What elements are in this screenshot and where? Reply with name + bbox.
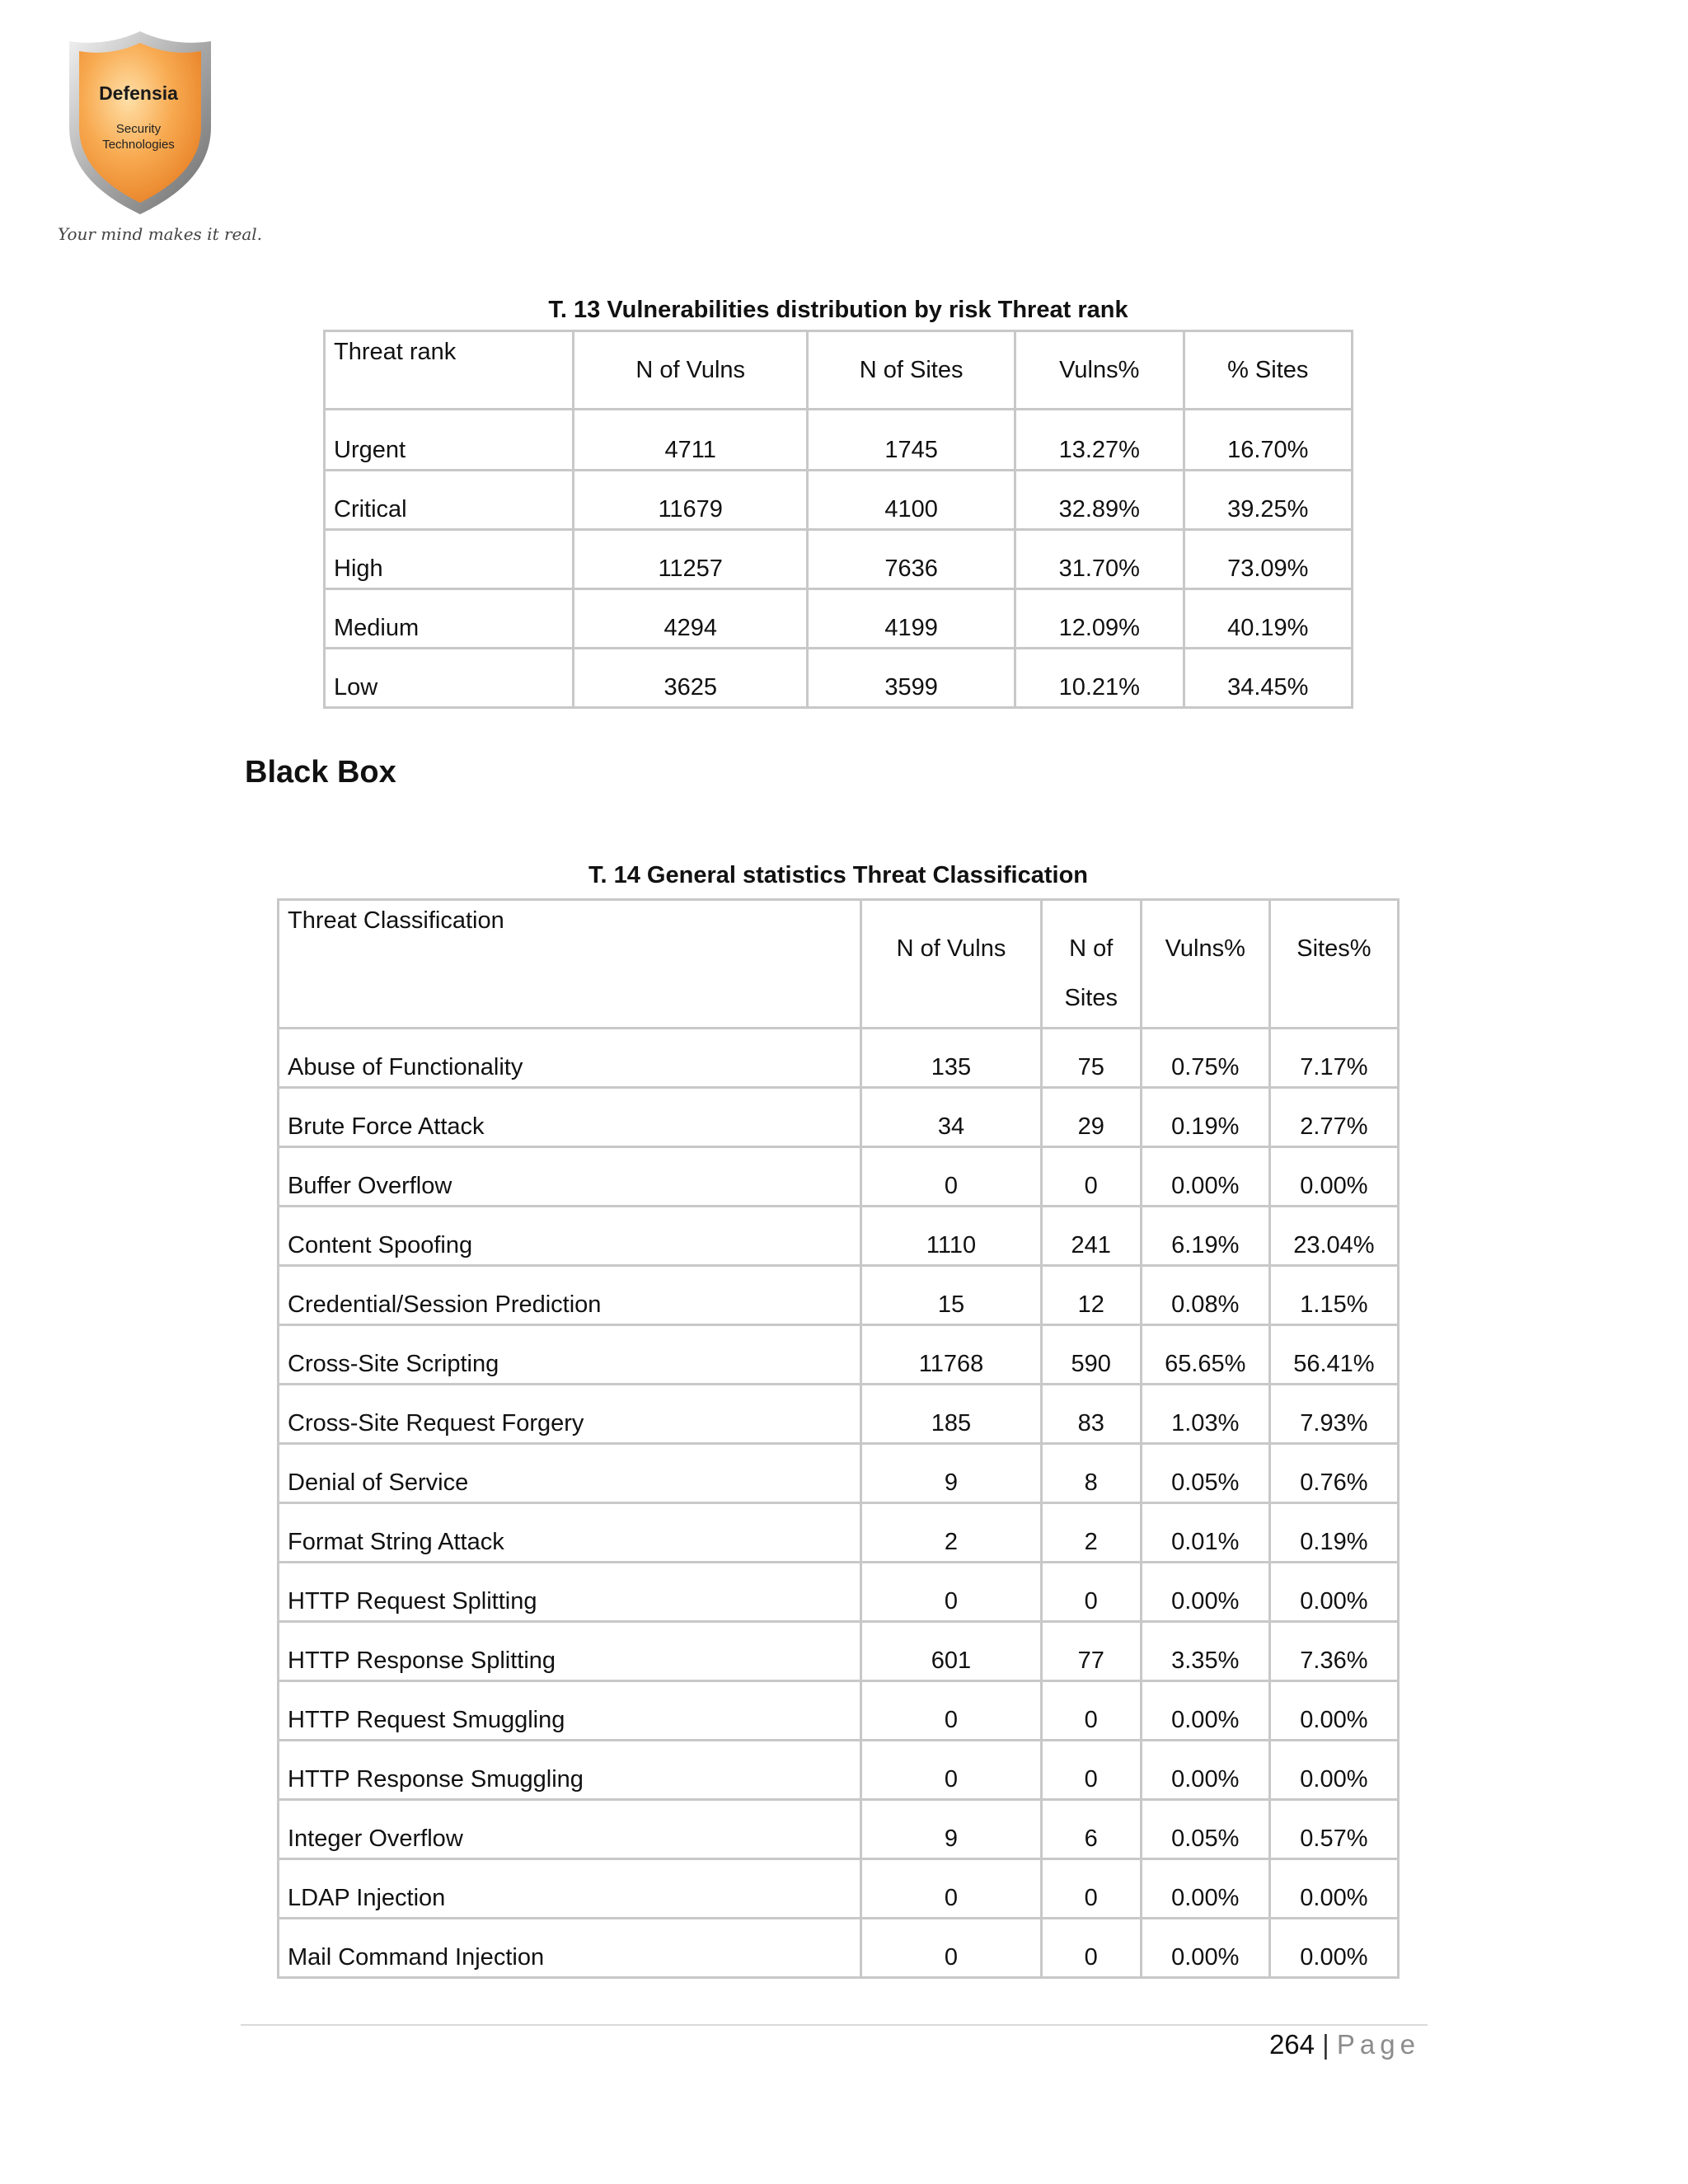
value-cell: 0.00% <box>1141 1147 1269 1207</box>
value-cell: 73.09% <box>1184 530 1353 589</box>
value-cell: 0.00% <box>1141 1681 1269 1741</box>
value-cell: 39.25% <box>1184 471 1353 530</box>
logo-subtitle-line1: Security <box>115 122 162 136</box>
row-label-cell: Credential/Session Prediction <box>279 1266 861 1325</box>
row-label-cell: HTTP Response Smuggling <box>279 1741 861 1800</box>
value-cell: 77 <box>1041 1622 1141 1681</box>
row-label-cell: Cross-Site Request Forgery <box>279 1385 861 1444</box>
value-cell: 0.76% <box>1269 1444 1398 1503</box>
value-cell: 7.93% <box>1269 1385 1398 1444</box>
row-label-cell: High <box>325 530 574 589</box>
page-number <box>1269 2029 1420 2060</box>
value-cell: 590 <box>1041 1325 1141 1385</box>
row-label-cell: Format String Attack <box>279 1503 861 1563</box>
value-cell: 40.19% <box>1184 589 1353 649</box>
value-cell: 0 <box>861 1919 1042 1978</box>
table-row <box>279 1444 1399 1503</box>
table-row <box>279 1503 1399 1563</box>
value-cell: 1110 <box>861 1207 1042 1266</box>
value-cell: 10.21% <box>1015 649 1184 708</box>
value-cell: 8 <box>1041 1444 1141 1503</box>
logo-name: Defensia <box>99 82 178 104</box>
row-label-cell: Integer Overflow <box>279 1800 861 1859</box>
table-row <box>279 1385 1399 1444</box>
table-row <box>279 1622 1399 1681</box>
table-row <box>325 410 1353 471</box>
value-cell: 0.19% <box>1141 1088 1269 1147</box>
row-label-cell: HTTP Request Smuggling <box>279 1681 861 1741</box>
value-cell: 0.00% <box>1269 1919 1398 1978</box>
table-row <box>279 1088 1399 1147</box>
value-cell: 0.57% <box>1269 1800 1398 1859</box>
table13-header-cell: Vulns% <box>1015 331 1184 410</box>
table14-header-cell: N of Sites <box>1041 900 1141 1029</box>
table-row <box>279 1741 1399 1800</box>
value-cell: 31.70% <box>1015 530 1184 589</box>
logo-tagline: Your mind makes it real. <box>58 224 263 244</box>
table-row <box>279 1919 1399 1978</box>
table13-header-cell: Threat rank <box>325 331 574 410</box>
value-cell: 0.00% <box>1141 1859 1269 1919</box>
value-cell: 11257 <box>574 530 808 589</box>
value-cell: 185 <box>861 1385 1042 1444</box>
row-label-cell: Denial of Service <box>279 1444 861 1503</box>
value-cell: 4294 <box>574 589 808 649</box>
table14-caption: T. 14 General statistics Threat Classification <box>588 862 1088 888</box>
logo-subtitle <box>58 121 219 152</box>
table-row <box>279 1563 1399 1622</box>
company-logo <box>58 28 263 259</box>
row-label-cell: Critical <box>325 471 574 530</box>
table-row <box>279 1800 1399 1859</box>
table13-header-cell: % Sites <box>1184 331 1353 410</box>
value-cell: 0 <box>1041 1147 1141 1207</box>
value-cell: 1.03% <box>1141 1385 1269 1444</box>
page-number-separator: | <box>1322 2029 1329 2060</box>
value-cell: 4711 <box>574 410 808 471</box>
value-cell: 9 <box>861 1444 1042 1503</box>
value-cell: 2 <box>861 1503 1042 1563</box>
value-cell: 3.35% <box>1141 1622 1269 1681</box>
page-number-value: 264 <box>1268 2029 1315 2060</box>
value-cell: 3625 <box>574 649 808 708</box>
table13-header-cell: N of Sites <box>808 331 1015 410</box>
value-cell: 15 <box>861 1266 1042 1325</box>
value-cell: 0 <box>861 1147 1042 1207</box>
value-cell: 4100 <box>808 471 1015 530</box>
row-label-cell: Low <box>325 649 574 708</box>
value-cell: 0 <box>861 1681 1042 1741</box>
value-cell: 0 <box>1041 1859 1141 1919</box>
table14 <box>277 898 1400 1979</box>
value-cell: 0.00% <box>1269 1147 1398 1207</box>
value-cell: 75 <box>1041 1029 1141 1088</box>
value-cell: 0 <box>861 1741 1042 1800</box>
table13-header-cell: N of Vulns <box>574 331 808 410</box>
value-cell: 135 <box>861 1029 1042 1088</box>
value-cell: 0.00% <box>1141 1919 1269 1978</box>
value-cell: 0 <box>1041 1563 1141 1622</box>
value-cell: 0.00% <box>1141 1563 1269 1622</box>
table14-header-cell: N of Vulns <box>861 900 1042 1029</box>
value-cell: 34 <box>861 1088 1042 1147</box>
table14-header-row <box>279 900 1399 1029</box>
value-cell: 0.01% <box>1141 1503 1269 1563</box>
row-label-cell: Cross-Site Scripting <box>279 1325 861 1385</box>
value-cell: 12.09% <box>1015 589 1184 649</box>
value-cell: 6.19% <box>1141 1207 1269 1266</box>
section-heading: Black Box <box>245 755 396 790</box>
value-cell: 0.00% <box>1269 1859 1398 1919</box>
value-cell: 241 <box>1041 1207 1141 1266</box>
row-label-cell: Mail Command Injection <box>279 1919 861 1978</box>
row-label-cell: Brute Force Attack <box>279 1088 861 1147</box>
value-cell: 0.00% <box>1269 1741 1398 1800</box>
table13-header-row <box>325 331 1353 410</box>
page-label: Page <box>1336 2029 1420 2060</box>
value-cell: 2.77% <box>1269 1088 1398 1147</box>
value-cell: 0.05% <box>1141 1444 1269 1503</box>
value-cell: 16.70% <box>1184 410 1353 471</box>
value-cell: 11768 <box>861 1325 1042 1385</box>
table14-header-cell: Threat Classification <box>279 900 861 1029</box>
table-row <box>325 649 1353 708</box>
value-cell: 7.17% <box>1269 1029 1398 1088</box>
table-row <box>279 1029 1399 1088</box>
value-cell: 7.36% <box>1269 1622 1398 1681</box>
value-cell: 2 <box>1041 1503 1141 1563</box>
row-label-cell: Medium <box>325 589 574 649</box>
logo-subtitle-line2: Technologies <box>102 138 175 152</box>
value-cell: 0 <box>861 1563 1042 1622</box>
value-cell: 601 <box>861 1622 1042 1681</box>
row-label-cell: Urgent <box>325 410 574 471</box>
value-cell: 0 <box>1041 1681 1141 1741</box>
value-cell: 0.00% <box>1141 1741 1269 1800</box>
value-cell: 7636 <box>808 530 1015 589</box>
table-row <box>279 1859 1399 1919</box>
value-cell: 0.00% <box>1269 1563 1398 1622</box>
value-cell: 0.75% <box>1141 1029 1269 1088</box>
value-cell: 4199 <box>808 589 1015 649</box>
value-cell: 32.89% <box>1015 471 1184 530</box>
row-label-cell: HTTP Request Splitting <box>279 1563 861 1622</box>
value-cell: 0 <box>861 1859 1042 1919</box>
table14-header-cell: Sites% <box>1269 900 1398 1029</box>
table14-header-cell: Vulns% <box>1141 900 1269 1029</box>
row-label-cell: Abuse of Functionality <box>279 1029 861 1088</box>
value-cell: 0.08% <box>1141 1266 1269 1325</box>
value-cell: 9 <box>861 1800 1042 1859</box>
footer-divider <box>241 2024 1428 2026</box>
value-cell: 11679 <box>574 471 808 530</box>
table-row <box>325 530 1353 589</box>
table13-caption: T. 13 Vulnerabilities distribution by risk Threat rank <box>548 297 1128 323</box>
table-row <box>279 1325 1399 1385</box>
row-label-cell: HTTP Response Splitting <box>279 1622 861 1681</box>
row-label-cell: Content Spoofing <box>279 1207 861 1266</box>
value-cell: 0 <box>1041 1741 1141 1800</box>
table-row <box>279 1266 1399 1325</box>
value-cell: 29 <box>1041 1088 1141 1147</box>
value-cell: 56.41% <box>1269 1325 1398 1385</box>
table-row <box>279 1207 1399 1266</box>
value-cell: 23.04% <box>1269 1207 1398 1266</box>
value-cell: 0 <box>1041 1919 1141 1978</box>
row-label-cell: LDAP Injection <box>279 1859 861 1919</box>
value-cell: 0.05% <box>1141 1800 1269 1859</box>
value-cell: 0.00% <box>1269 1681 1398 1741</box>
value-cell: 1745 <box>808 410 1015 471</box>
table-row <box>279 1147 1399 1207</box>
table-row <box>279 1681 1399 1741</box>
row-label-cell: Buffer Overflow <box>279 1147 861 1207</box>
value-cell: 12 <box>1041 1266 1141 1325</box>
table-row <box>325 471 1353 530</box>
value-cell: 34.45% <box>1184 649 1353 708</box>
value-cell: 1.15% <box>1269 1266 1398 1325</box>
value-cell: 6 <box>1041 1800 1141 1859</box>
value-cell: 65.65% <box>1141 1325 1269 1385</box>
value-cell: 83 <box>1041 1385 1141 1444</box>
value-cell: 13.27% <box>1015 410 1184 471</box>
table13 <box>323 330 1353 709</box>
table-row <box>325 589 1353 649</box>
value-cell: 3599 <box>808 649 1015 708</box>
value-cell: 0.19% <box>1269 1503 1398 1563</box>
